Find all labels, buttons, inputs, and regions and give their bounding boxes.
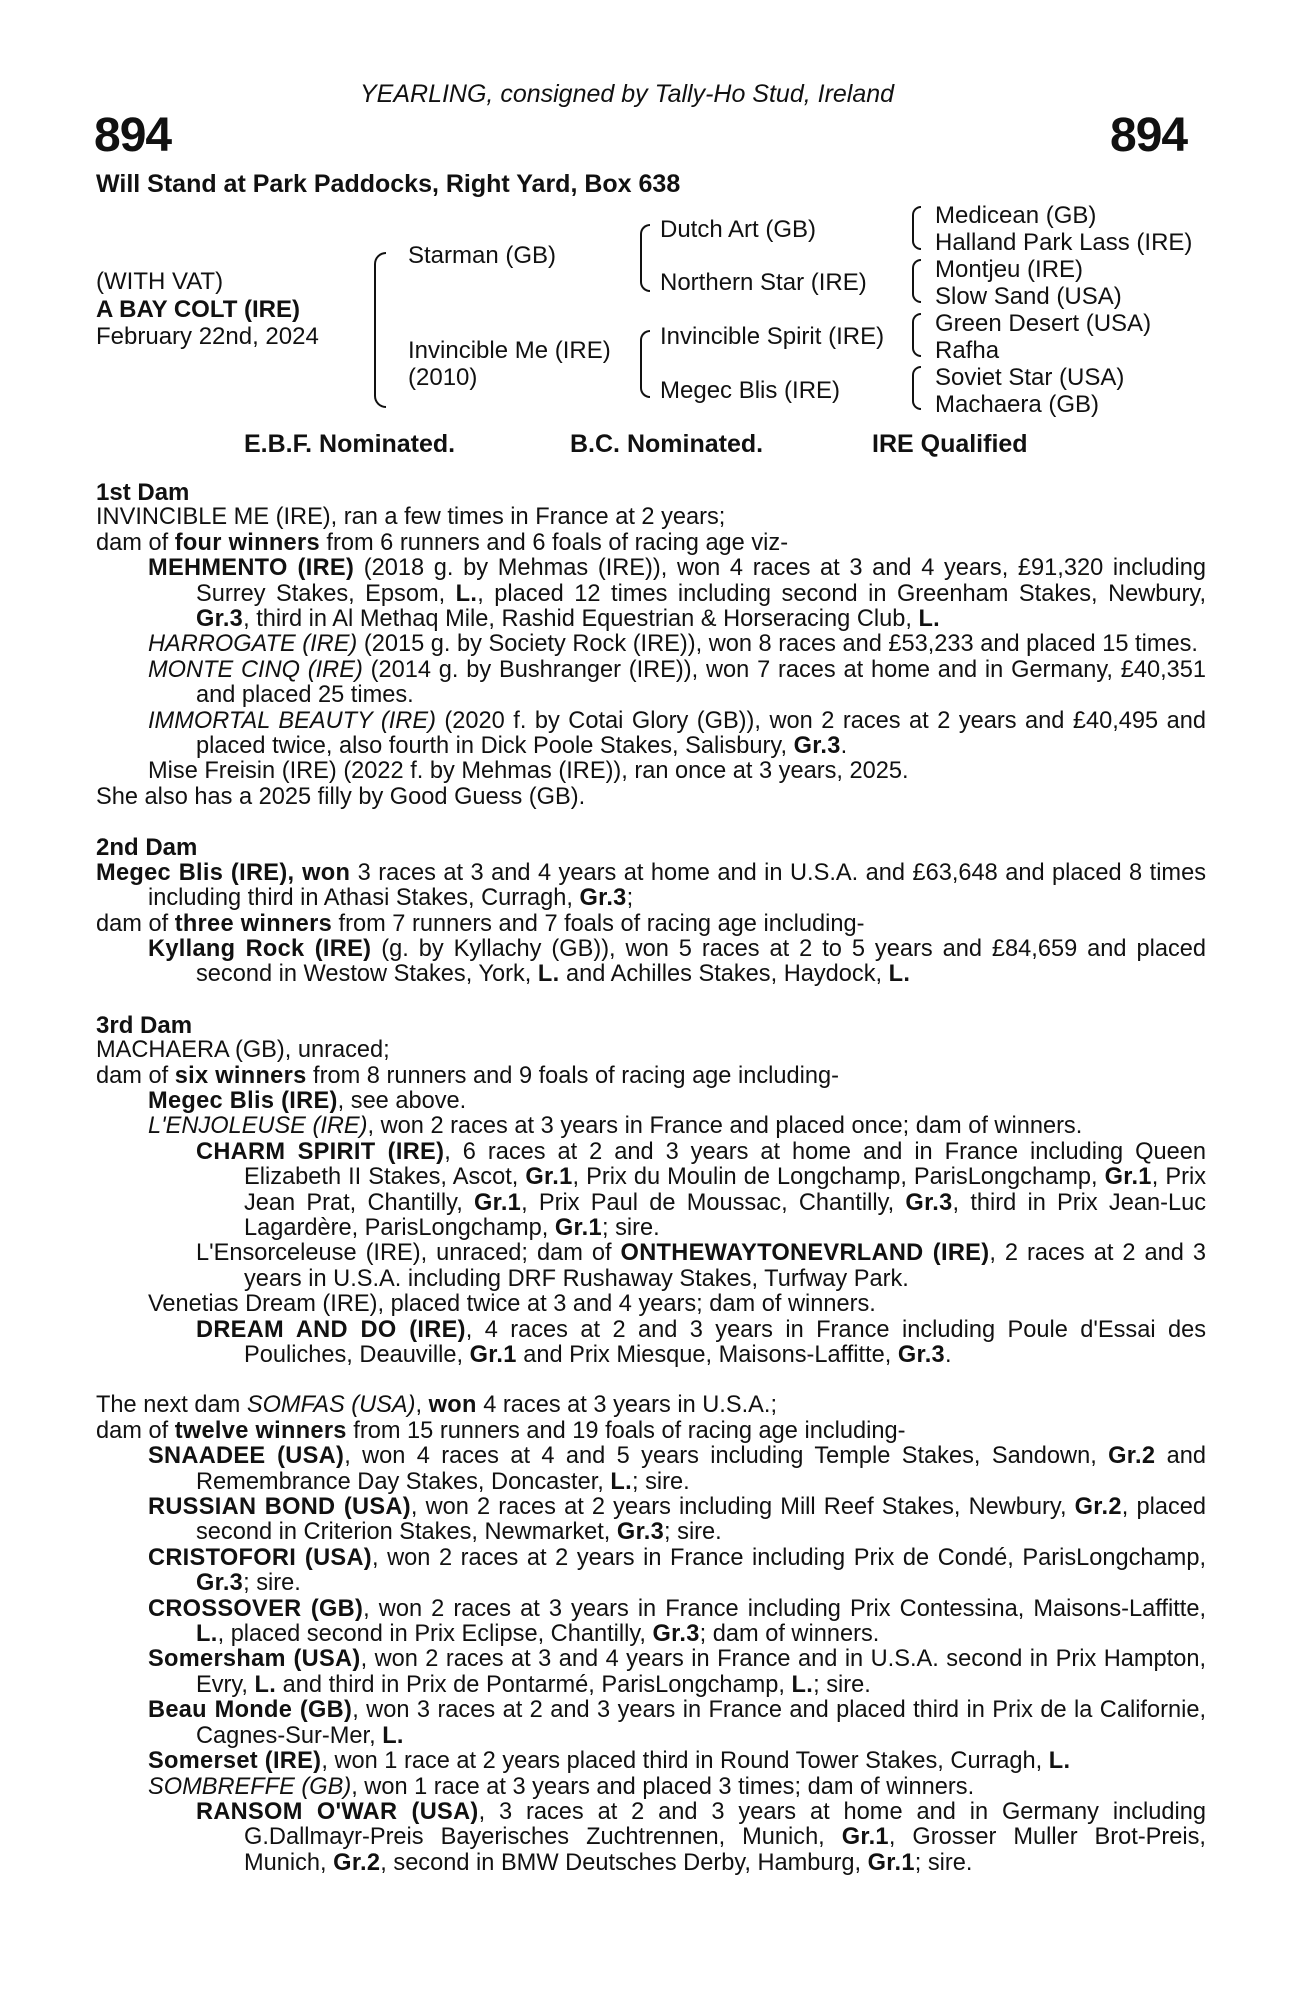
foaling-date: February 22nd, 2024 [96,323,319,350]
ggp-4: Slow Sand (USA) [935,283,1122,310]
second-dam-heading: 2nd Dam [96,834,198,862]
ggp-8: Machaera (GB) [935,391,1100,418]
third-dam-dam-of: dam of six winners from 8 runners and 9 foals of racing age including- [96,1062,839,1089]
ebf-nominated: E.B.F. Nominated. [244,430,456,458]
produce-record [96,480,1206,1876]
produce-sombreffe: SOMBREFFE (GB), won 1 race at 3 years and placed 3 times; dam of winners. [148,1773,975,1800]
second-dam-record: Megec Blis (IRE), won 3 races at 3 and 4 years at home and in U.S.A. and £63,648 and placed 8 times including third in Athasi Stakes, Curragh, Gr.3; [96,859,1207,912]
produce-lenjoleuse: L'ENJOLEUSE (IRE), won 2 races at 3 years in France and placed once; dam of winners. [148,1113,1083,1140]
ggp-7: Soviet Star (USA) [935,364,1125,391]
ggp-2: Halland Park Lass (IRE) [935,229,1193,256]
produce-megec-blis: Megec Blis (IRE), see above. [148,1087,467,1114]
second-dam-dam-of: dam of three winners from 7 runners and 7 foals of racing age including- [96,910,865,937]
produce-cristofori: CRISTOFORI (USA), won 2 races at 2 years in France including Prix de Condé, ParisLongchamp, Gr.3; sire. [148,1544,1206,1597]
produce-dream-and-do: DREAM AND DO (IRE), 4 races at 2 and 3 years in France including Poule d'Essai des Pouliches, Deauville, Gr.1 and Prix Miesque, Maisons-Laffitte, Gr.3. [196,1316,1206,1368]
produce-mehmento: MEHMENTO (IRE) (2018 g. by Mehmas (IRE)), won 4 races at 3 and 4 years, £91,320 including Surrey Stakes, Epsom, L., placed 12 times including second in Greenham Stakes, Newbury, Gr.3, third in Al Methaq Mile, Rashid Equestrian & Horseracing Club, L. [148,555,1207,633]
produce-somerset: Somerset (IRE), won 1 race at 2 years placed third in Round Tower Stakes, Curragh, L. [148,1748,1071,1775]
dam-dam: Megec Blis (IRE) [660,377,841,404]
third-dam-intro: MACHAERA (GB), unraced; [96,1037,390,1064]
produce-immortal-beauty: IMMORTAL BEAUTY (IRE) (2020 f. by Cotai Glory (GB)), won 2 races at 2 years and £40,495 and placed twice, also fourth in Dick Poole Stakes, Salisbury, Gr.3. [148,707,1207,760]
lot-number-right: 894 [1110,109,1188,162]
next-dam-record: The next dam SOMFAS (USA), won 4 races at 3 years in U.S.A.; [96,1392,777,1419]
ggp-6: Rafha [935,337,1000,364]
produce-kyllang-rock: Kyllang Rock (IRE) (g. by Kyllachy (GB)), won 5 races at 2 to 5 years and £84,659 and placed second in Westow Stakes, York, L. and Achilles Stakes, Haydock, L. [148,935,1206,988]
produce-lensorceleuse: L'Ensorceleuse (IRE), unraced; dam of ONTHEWAYTONEVRLAND (IRE), 2 races at 2 and 3 years in U.S.A. including DRF Rushaway Stakes, Turfway Park. [196,1240,1206,1292]
produce-crossover: CROSSOVER (GB), won 2 races at 3 years in France including Prix Contessina, Maisons-Laffitte, L., placed second in Prix Eclipse, Chantilly, Gr.3; dam of winners. [148,1595,1206,1648]
vat-note: (WITH VAT) [96,268,224,295]
produce-somersham: Somersham (USA), won 2 races at 3 and 4 years in France and in U.S.A. second in Prix Hampton, Evry, L. and third in Prix de Pontarmé, ParisLongchamp, L.; sire. [148,1646,1207,1698]
brace-g4 [912,366,921,410]
ire-qualified: IRE Qualified [872,430,1028,458]
brace-g2 [912,259,921,303]
stand-location: Will Stand at Park Paddocks, Right Yard, Box 638 [96,170,681,198]
produce-snaadee: SNAADEE (USA), won 4 races at 4 and 5 years including Temple Stakes, Sandown, Gr.2 and Remembrance Day Stakes, Doncaster, L.; sire. [148,1443,1207,1495]
produce-venetias-dream: Venetias Dream (IRE), placed twice at 3 and 4 years; dam of winners. [148,1291,876,1318]
sire: Starman (GB) [408,242,557,269]
produce-russian-bond: RUSSIAN BOND (USA), won 2 races at 2 years including Mill Reef Stakes, Newbury, Gr.2, placed second in Criterion Stakes, Newmarket, Gr.3; sire. [148,1494,1206,1546]
consignment-line: YEARLING, consigned by Tally-Ho Stud, Ireland [360,80,895,108]
first-dam-heading: 1st Dam [96,479,190,506]
dam-sire: Invincible Spirit (IRE) [660,323,885,350]
horse-name: A BAY COLT (IRE) [96,296,301,323]
produce-beau-monde: Beau Monde (GB), won 3 races at 2 and 3 years in France and placed third in Prix de la Californie, Cagnes-Sur-Mer, L. [148,1697,1207,1749]
dam: Invincible Me (IRE) [408,337,611,364]
first-dam-intro: INVINCIBLE ME (IRE), ran a few times in France at 2 years; [96,504,726,531]
produce-harrogate: HARROGATE (IRE) (2015 g. by Society Rock (IRE)), won 8 races and £53,233 and placed 15 times. [148,631,1198,658]
produce-charm-spirit: CHARM SPIRIT (IRE), 6 races at 2 and 3 years at home and in France including Queen Elizabeth II Stakes, Ascot, Gr.1, Prix du Moulin de Longchamp, ParisLongchamp, Gr.1, Prix Jean Prat, Chantilly, Gr.1, Prix Paul de Moussac, Chantilly, Gr.3, third in Prix Jean-Luc Lagardère, ParisLongchamp, Gr.1; sire. [196,1138,1206,1241]
ggp-3: Montjeu (IRE) [935,256,1084,283]
third-dam-heading: 3rd Dam [96,1011,193,1039]
bc-nominated: B.C. Nominated. [570,430,764,458]
produce-mise-freisin: Mise Freisin (IRE) (2022 f. by Mehmas (IRE)), ran once at 3 years, 2025. [148,758,909,785]
ggp-1: Medicean (GB) [935,202,1097,229]
brace-sire [640,224,650,292]
brace-g3 [912,313,921,357]
lot-number-left: 894 [94,109,172,162]
produce-monte-cinq: MONTE CINQ (IRE) (2014 g. by Bushranger (IRE)), won 7 races at home and in Germany, £40,351 and placed 25 times. [148,656,1206,709]
ggp-5: Green Desert (USA) [935,310,1152,337]
filly-note: She also has a 2025 filly by Good Guess (GB). [96,783,586,810]
next-dam-dam-of: dam of twelve winners from 15 runners and 19 foals of racing age including- [96,1417,906,1444]
sire-dam: Northern Star (IRE) [660,269,867,296]
sire-sire: Dutch Art (GB) [660,216,817,243]
brace-main [374,252,386,408]
first-dam-dam-of: dam of four winners from 6 runners and 6 foals of racing age viz- [96,529,789,556]
brace-dam [640,330,650,398]
dam-year: (2010) [408,364,478,391]
produce-ransom-owar: RANSOM O'WAR (USA), 3 races at 2 and 3 years at home and in Germany including G.Dallmayr-Preis Bayerisches Zuchtrennen, Munich, Gr.1, Grosser Muller Brot-Preis, Munich, Gr.2, second in BMW Deutsches Derby, Hamburg, Gr.1; sire. [196,1798,1206,1876]
brace-g1 [912,206,921,250]
